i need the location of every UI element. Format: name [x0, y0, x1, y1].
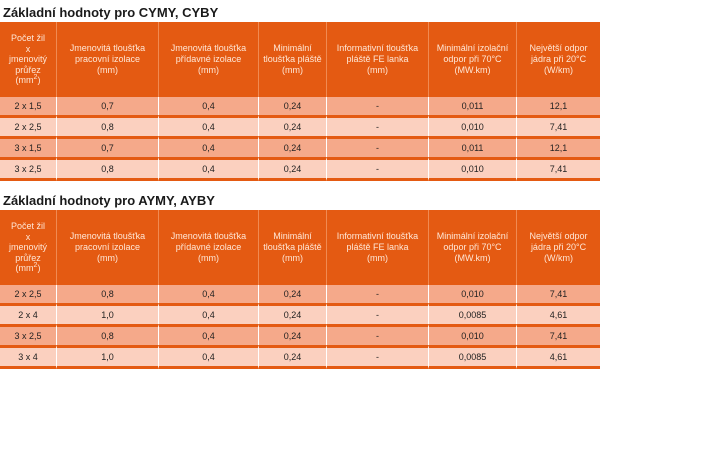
header-cores-cross-section: Počet žil x jmenovitý průřez $(mm^2)$: [0, 210, 57, 285]
table-cell: 0,24: [259, 285, 327, 303]
table-cell: 0,24: [259, 324, 327, 345]
table-cell: 0,7: [57, 97, 159, 115]
table-cell: 0,24: [259, 136, 327, 157]
table-cell: 0,24: [259, 157, 327, 181]
header-core-resistance: Největší odpor jádra při 20°C (W/km): [517, 210, 600, 285]
table-cell: 0,011: [429, 136, 517, 157]
table-cell: 0,4: [159, 345, 259, 369]
header-sheath-thickness: Minimální tloušťka pláště (mm): [259, 210, 327, 285]
table-cell: 0,24: [259, 303, 327, 324]
table-cell: -: [327, 97, 429, 115]
table-cell: 2 x 2,5: [0, 115, 57, 136]
table-cell: 3 x 2,5: [0, 324, 57, 345]
table-row: [0, 115, 600, 136]
header-working-insulation: Jmenovitá tloušťka pracovní izolace (mm): [57, 22, 159, 97]
table-cell: 0,4: [159, 157, 259, 181]
header-working-insulation: Jmenovitá tloušťka pracovní izolace (mm): [57, 210, 159, 285]
table-cell: 0,4: [159, 324, 259, 345]
table-cell: 0,010: [429, 324, 517, 345]
header-row: [0, 22, 600, 97]
table-cell: 12,1: [517, 97, 600, 115]
header-additional-insulation: Jmenovitá tloušťka přídavné izolace (mm): [159, 22, 259, 97]
table-cell: 7,41: [517, 115, 600, 136]
table-cell: 4,61: [517, 303, 600, 324]
table-row: [0, 97, 600, 115]
header-insulation-resistance: Minimální izolační odpor při 70°C (MW.km): [429, 210, 517, 285]
table-cell: 0,4: [159, 303, 259, 324]
table-cell: 7,41: [517, 285, 600, 303]
table-cell: 0,4: [159, 285, 259, 303]
table-cell: 0,8: [57, 324, 159, 345]
table-cell: 0,7: [57, 136, 159, 157]
table-cell: 0,010: [429, 157, 517, 181]
table-cell: 7,41: [517, 324, 600, 345]
header-fe-sheath-thickness: Informativní tloušťka pláště FE lanka (mm): [327, 22, 429, 97]
table-cell: 3 x 1,5: [0, 136, 57, 157]
header-insulation-resistance: Minimální izolační odpor při 70°C (MW.km): [429, 22, 517, 97]
table-cell: 0,8: [57, 115, 159, 136]
table-cell: 0,8: [57, 285, 159, 303]
header-sheath-thickness: Minimální tloušťka pláště (mm): [259, 22, 327, 97]
table-cell: 0,010: [429, 115, 517, 136]
table-row: [0, 136, 600, 157]
table-cell: -: [327, 345, 429, 369]
table-row: [0, 285, 600, 303]
values-table: [0, 210, 600, 369]
table-cell: -: [327, 303, 429, 324]
table-cell: 0,24: [259, 345, 327, 369]
table-cell: 2 x 4: [0, 303, 57, 324]
header-additional-insulation: Jmenovitá tloušťka přídavné izolace (mm): [159, 210, 259, 285]
header-core-resistance: Největší odpor jádra při 20°C (W/km): [517, 22, 600, 97]
table-cell: 3 x 4: [0, 345, 57, 369]
table-cell: 0,4: [159, 115, 259, 136]
table-cell: 2 x 2,5: [0, 285, 57, 303]
table-cell: 7,41: [517, 157, 600, 181]
table-cell: 0,24: [259, 97, 327, 115]
header-row: [0, 210, 600, 285]
cymy-cyby-section: [0, 5, 600, 181]
table-row: [0, 324, 600, 345]
header-fe-sheath-thickness: Informativní tloušťka pláště FE lanka (mm): [327, 210, 429, 285]
table-row: [0, 157, 600, 181]
header-cores-cross-section: Počet žil x jmenovitý průřez $(mm^2)$: [0, 22, 57, 97]
table-cell: 0,010: [429, 285, 517, 303]
table-cell: 1,0: [57, 345, 159, 369]
table-cell: -: [327, 285, 429, 303]
table-cell: 3 x 2,5: [0, 157, 57, 181]
table-cell: -: [327, 136, 429, 157]
table-cell: 0,4: [159, 97, 259, 115]
table-cell: 0,011: [429, 97, 517, 115]
aymy-ayby-section: [0, 193, 600, 369]
section-title: Základní hodnoty pro CYMY, CYBY: [3, 5, 219, 20]
table-row: [0, 345, 600, 369]
table-cell: -: [327, 324, 429, 345]
table-cell: 2 x 1,5: [0, 97, 57, 115]
table-cell: -: [327, 115, 429, 136]
table-cell: 0,24: [259, 115, 327, 136]
table-row: [0, 303, 600, 324]
table-cell: 0,0085: [429, 303, 517, 324]
table-cell: 0,0085: [429, 345, 517, 369]
table-cell: 12,1: [517, 136, 600, 157]
table-cell: 0,8: [57, 157, 159, 181]
table-cell: 0,4: [159, 136, 259, 157]
section-title: Základní hodnoty pro AYMY, AYBY: [3, 193, 215, 208]
values-table: [0, 22, 600, 181]
table-cell: -: [327, 157, 429, 181]
table-cell: 4,61: [517, 345, 600, 369]
table-cell: 1,0: [57, 303, 159, 324]
